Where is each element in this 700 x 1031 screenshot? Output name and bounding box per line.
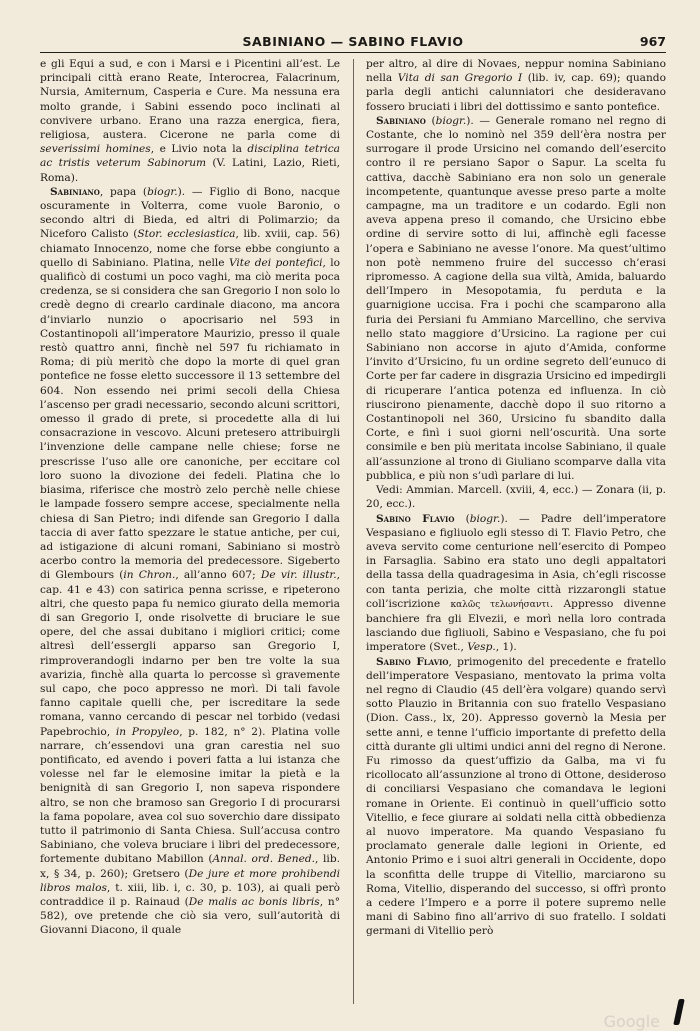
italic-text: De vir. illustr. — [260, 569, 337, 582]
italic-text: disciplina tetrica ac tristis veterum Sabinorum — [40, 143, 341, 170]
text-run: , t. xiii, lib. i, c. 30, p. 103), ai quali però contraddice il p. Rainaud ( — [40, 881, 340, 908]
text-run: , e Livio nota la — [150, 143, 242, 156]
entry-headword: Sabino Flavio — [376, 512, 455, 525]
text-run: (lib. iv, cap. 69); quando parla degli antichi calunniatori che desideravano fossero bruciati i libri del dottissimo e santo pontefice. — [366, 72, 666, 113]
text-run: , all’anno 607; — [175, 569, 256, 582]
italic-text: De jure et more prohibendi libros malos — [40, 867, 340, 894]
entry-headword: Sabiniano — [50, 185, 100, 198]
italic-text: Vesp. — [467, 641, 496, 654]
greek-inscription: καλῶς τελωνήσαντι — [450, 599, 550, 610]
watermark: Google — [603, 1012, 660, 1031]
text-run: per altro, al dire di Novaes, neppur nomina Sabiniano nella — [366, 58, 666, 85]
italic-text: De malis ac bonis libris — [188, 895, 320, 908]
text-run: , primogenito del precedente e fratello dell’imperatore Vespasiano, mentovato la prima volta nel regno di Claudio (45 dell’èra volgare) quando servì sotto Plauzio in Britannia con suo fratello Vespasiano (Dion. Cass., lx, 20). Appresso governò la Mesia per sette anni, e tenne l’ufficio importante di prefetto della città durante gli ultimi undici anni del regno di Nerone. Fu rimosso da quest’uffizio da Galba, ma vi fu ricollocato all’assunzione al trono di Ottone, desideroso di conciliarsi Vespasiano che comandava le legioni romane in Oriente. Ei continuò in quell’ufficio sotto Vitellio, e fece giurare ai soldati nella città obbedienza al nuovo imperatore. Ma quando Vespasiano fu proclamato generale dalle legioni in Oriente, ed Antonio Primo e i suoi altri generali in Occidente, dopo la sconfitta delle truppe di Vitellio, marciarono su Roma, Vitellio, disperando del successo, si offrì pronto a cedere l’Impero e a porre il potere supremo nelle mani di Sabino fino all’arrivo di suo fratello. I soldati germani di Vitellio però — [366, 655, 667, 938]
italic-text: Stor. ecclesiastica — [137, 228, 236, 241]
text-run: (V. Latini, Lazio, Rieti, Roma). — [40, 157, 341, 184]
italic-text: severissimi homines — [40, 143, 151, 156]
margin-mark — [673, 999, 685, 1025]
paragraph-sabiniano-papa-continued — [366, 57, 666, 114]
text-run: ). — Figlio di Bono, nacque oscuramente in Volterra, come vuole Baronio, o secondo altri di Bieda, ed altri di Polimarzio; da Niceforo Calisto ( — [40, 185, 340, 241]
header-title: SABINIANO — SABINO FLAVIO — [242, 34, 464, 49]
italic-text: biogr. — [469, 512, 501, 525]
text-run: , lib. x, § 34, p. 260); Gretsero ( — [40, 853, 340, 880]
entry-references: Vedi: Ammian. Marcell. (xviii, 4, ecc.) — Zonara (ii, p. 20, ecc.). — [366, 484, 666, 511]
text-run: . Appresso divenne banchiere fra gli Elvezii, e morì nella loro contrada lasciando due figliuoli, Sabino e Vespasiano, che fu poi imperatore (Svet., — [366, 597, 666, 654]
text-run: , p. 182, n° 2). Platina volle narrare, ch’essendovi una gran carestia nel suo pontificato, ed avendo i poveri fatta a lui istanza che volesse nel far le elemosine imitar la pietà e la benignità di san Gregorio I, non sapeva rispondere altro, se non che bramoso san Gregorio I di procurarsi la fama popolare, avea col suo soverchio dare dissipato tutto il patrimonio di Santa Chiesa. Sull’accusa contro Sabiniano, che voleva bruciare i libri del predecessore, fortemente dubitano Mabillon ( — [40, 725, 341, 866]
left-column — [40, 57, 340, 1004]
text-run: ). — Generale romano nel regno di Costante, che lo nominò nel 359 dell’èra nostra per surrogare il prode Ursicino nel comando dell’esercito contro il re persiano Sapor o Sapur. La scelta fu cattiva, dacchè Sabiniano era non solo un generale incompetente, quantunque avesse preso parte a molte campagne, ma un traditore e un codardo. Egli non aveva appena preso il comando, che Ursicino ebbe ordine di servire sotto di lui, affinchè egli facesse l’opera e Sabiniano ne avesse l’onore. Ma quest’ultimo non potè nemmeno fruire del successo ch’erasi ripromesso. A cagione della sua viltà, Amida, baluardo dell’Impero in Mesopotamia, fu perduta e la guarnigione uccisa. Fra i pochi che scamparono alla furia dei Persiani fu Ammiano Marcellino, che serviva nello stato maggiore d’Ursicino. La ragione per cui Sabiniano non accorse in ajuto d’Amida, conforme l’invito d’Ursicino, fu un ordine segreto dell’eunuco di Corte per far cadere in disgrazia Ursicino ed impedirgli di ricuperare l’antica potenza ed influenza. In ciò riuscirono pienamente, dacchè dopo il suo ritorno a Costantinopoli nel 360, Ursicino fu sbandito dalla Corte, e finì i suoi giorni nell’oscurità. Una sorte consimile e ben più meritata incolse Sabiniano, il quale all’assunzione al trono di Giuliano scomparve dalla vita pubblica, e più non s’udì parlare di lui. — [366, 114, 666, 482]
text-columns — [40, 57, 666, 1004]
text-run: ). — Padre dell’imperatore Vespasiano e figliuolo egli stesso di T. Flavio Petro, che aveva servito come centurione nell’esercito di Pompeo in Farsaglia. Sabino era stato uno degli appaltatori della tassa della quadragesima in Asia, ch’egli riscosse con tanta perizia, che molte città rizzarongli statue coll’iscrizione — [366, 512, 666, 610]
text-run: , 1). — [495, 641, 517, 654]
italic-text: in Chron. — [123, 569, 176, 582]
paragraph-sabini-continued — [40, 57, 340, 185]
page — [40, 30, 666, 1004]
italic-text: Annal. ord. Bened. — [212, 853, 316, 866]
entry-sabino-flavio-fratello — [366, 655, 666, 939]
column-divider — [353, 59, 354, 1004]
italic-text: Vite dei pontefici — [228, 256, 323, 269]
text-run: ( — [465, 512, 470, 525]
right-column — [366, 57, 666, 1004]
text-run: ( — [431, 114, 436, 127]
italic-text: Vita di san Gregorio I — [397, 72, 523, 85]
text-run: e gli Equi a sud, e con i Marsi e i Picentini all’est. Le principali città erano Reate, Interocrea, Falacrinum, Nursia, Amiternum, Casperia e Cure. Ma nessuna era molto grande, i Sabini essendo poco inclinati al convivere urbano. Erano una razza energica, fiera, religiosa, austera. Cicerone ne parla come di — [40, 58, 340, 142]
entry-sabiniano-generale — [366, 114, 666, 483]
entry-headword: Sabiniano — [376, 114, 426, 127]
italic-text: biogr. — [147, 185, 178, 198]
text-run: , cap. 41 e 43) con satirica penna scrisse, e ripeterono altri, che questo papa fu nemico giurato della memoria di san Gregorio I, onde risolvette di bruciare le sue opere, del che assai dubitano i migliori critici; come altresì dell’essergli apparso san Gregorio I, rimproverandogli indarno per ben tre volte la sua avarizia, finchè alla quarta lo percosse sì gravemente sul capo, che poco appresso ne morì. Di tali favole fanno capitale quelli che, per iscreditare la sede romana, vanno cercando di pescar nel torbido (vedasi Papebrochio, — [40, 569, 340, 738]
entry-headword: Sabino Flavio — [376, 655, 449, 668]
page-number: 967 — [639, 34, 666, 49]
entry-sabino-flavio-padre — [366, 512, 666, 655]
text-run: , lib. xviii, cap. 56) chiamato Innocenzo, nome che forse ebbe congiunto a quello di Sabiniano. Platina, nelle — [40, 228, 340, 269]
entry-sabiniano-papa — [40, 185, 340, 938]
running-header — [40, 30, 666, 53]
text-run: , n° 582), ove pretende che ciò sia vero, sull’autorità di Giovanni Diacono, il quale — [40, 895, 341, 937]
italic-text: in Propyleo — [115, 725, 180, 738]
text-run: , lo qualificò di costumi un poco vaghi, ma ciò merita poca credenza, se si considera che san Gregorio I non solo lo credè degno di crearlo cardinale diacono, ma ancora d’inviarlo nunzio o apocrisario nel 593 in Costantinopoli all’imperatore Maurizio, presso il quale restò quattro anni, finchè nel 597 fu richiamato in Roma; di più meritò che dopo la morte di quel gran pontefice ne fosse eletto successore il 13 settembre del 604. Non essendo nei primi secoli della Chiesa l’ascenso per gradi necessario, secondo alcuni scrittori, omesso il grado di prete, si procedette alla di lui consacrazione in vescovo. Alcuni pretesero attribuirgli l’invenzione delle campane nelle chiese; forse ne prescrisse l’uso alle ore canoniche, per eccitare col loro suono la divozione dei fedeli. Platina che lo biasima, riferisce che mostrò zelo perchè nelle chiese le lampade fossero sempre accese, specialmente nella chiesa di San Pietro; indi difende san Gregorio I dalla taccia di aver fatto spezzare le statue antiche, per cui, ad istigazione di alcuni romani, Sabiniano si mostrò acerbo contro la memoria del predecessore. Sigeberto di Glembours ( — [40, 256, 340, 582]
italic-text: biogr. — [435, 114, 467, 127]
text-run: , papa ( — [99, 185, 148, 198]
